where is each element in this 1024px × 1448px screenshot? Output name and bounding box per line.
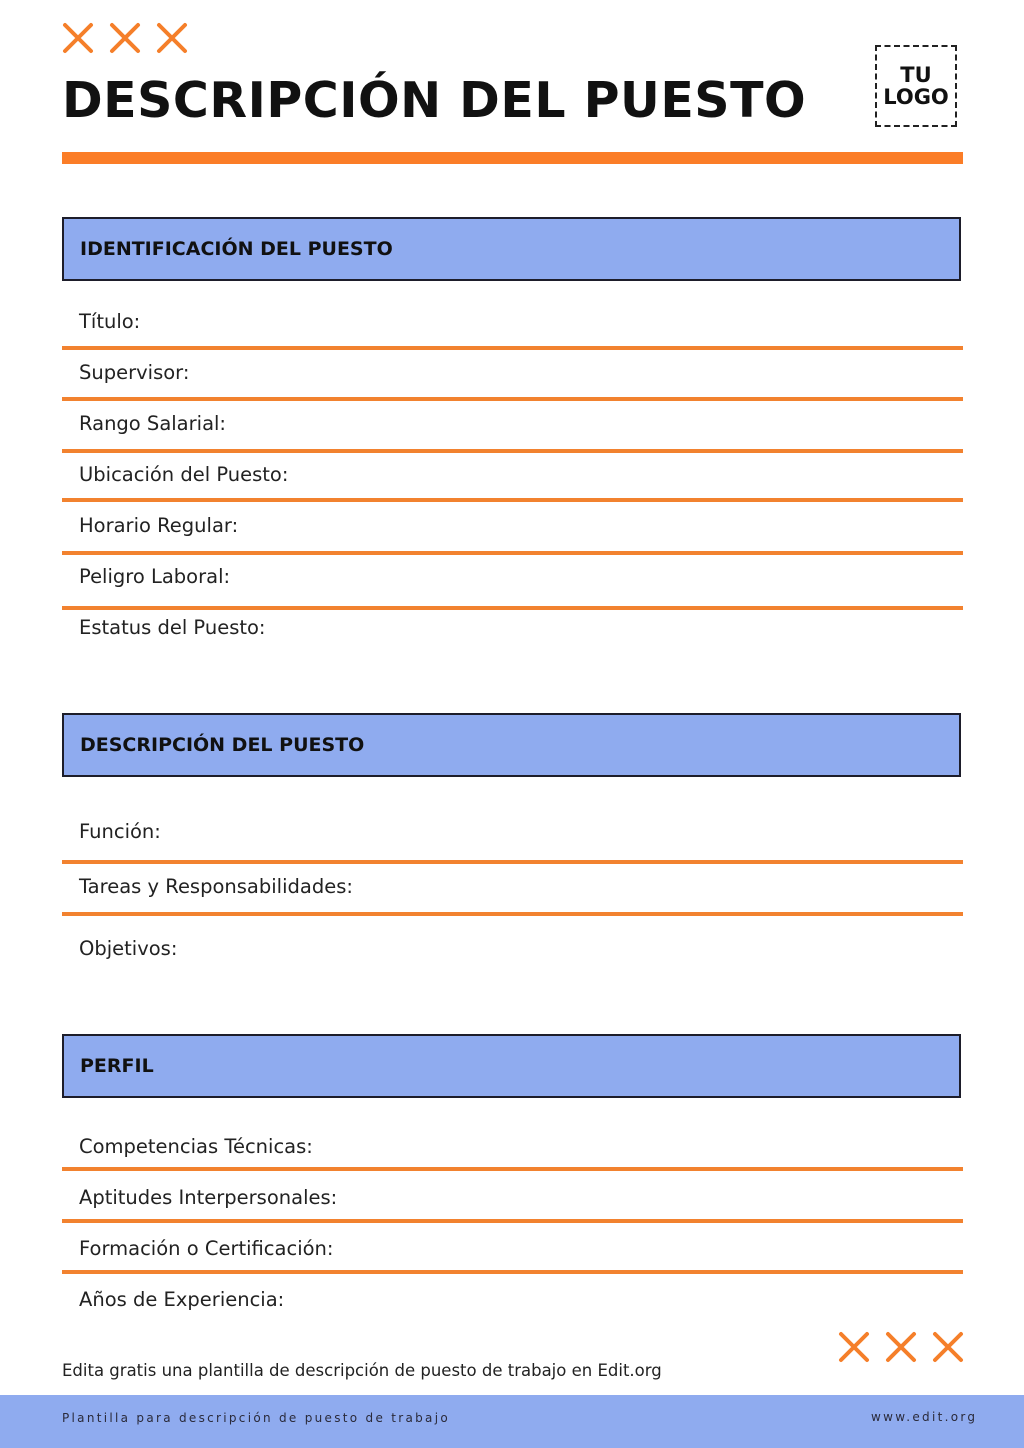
x-mark-icon: [930, 1329, 966, 1365]
x-mark-icon: [883, 1329, 919, 1365]
field-underline: [62, 397, 963, 401]
field-tareas[interactable]: Tareas y Responsabilidades:: [79, 875, 353, 898]
field-underline: [62, 912, 963, 916]
footer-website-link[interactable]: www.edit.org: [871, 1410, 978, 1424]
field-underline: [62, 860, 963, 864]
logo-line-2: LOGO: [883, 85, 949, 109]
section-heading-identificacion: IDENTIFICACIÓN DEL PUESTO: [62, 217, 961, 281]
logo-line-1: TU: [900, 63, 932, 87]
field-anos-experiencia[interactable]: Años de Experiencia:: [79, 1288, 285, 1311]
field-competencias[interactable]: Competencias Técnicas:: [79, 1135, 313, 1158]
section-heading-perfil: PERFIL: [62, 1034, 961, 1098]
x-mark-icon: [836, 1329, 872, 1365]
footer-template-label: Plantilla para descripción de puesto de trabajo: [62, 1411, 450, 1425]
field-supervisor[interactable]: Supervisor:: [79, 361, 190, 384]
field-underline: [62, 498, 963, 502]
field-underline: [62, 606, 963, 610]
field-underline: [62, 1270, 963, 1274]
section-heading-descripcion: DESCRIPCIÓN DEL PUESTO: [62, 713, 961, 777]
field-estatus[interactable]: Estatus del Puesto:: [79, 616, 266, 639]
field-titulo[interactable]: Título:: [79, 310, 141, 333]
footer-note: Edita gratis una plantilla de descripción de puesto de trabajo en Edit.org: [62, 1361, 662, 1380]
field-formacion[interactable]: Formación o Certificación:: [79, 1237, 334, 1260]
field-underline: [62, 449, 963, 453]
field-ubicacion[interactable]: Ubicación del Puesto:: [79, 463, 289, 486]
field-horario[interactable]: Horario Regular:: [79, 514, 239, 537]
field-underline: [62, 1167, 963, 1171]
page-title: DESCRIPCIÓN DEL PUESTO: [62, 72, 807, 129]
logo-placeholder[interactable]: [875, 45, 957, 127]
field-underline: [62, 346, 963, 350]
x-mark-icon: [60, 20, 96, 56]
decorative-x-marks-bottom: [836, 1329, 966, 1365]
decorative-x-marks-top: [60, 20, 190, 56]
field-funcion[interactable]: Función:: [79, 820, 161, 843]
field-peligro-laboral[interactable]: Peligro Laboral:: [79, 565, 231, 588]
field-underline: [62, 1219, 963, 1223]
field-rango-salarial[interactable]: Rango Salarial:: [79, 412, 227, 435]
field-objetivos[interactable]: Objetivos:: [79, 937, 178, 960]
field-aptitudes[interactable]: Aptitudes Interpersonales:: [79, 1186, 338, 1209]
header-divider: [62, 152, 963, 164]
x-mark-icon: [154, 20, 190, 56]
field-underline: [62, 551, 963, 555]
x-mark-icon: [107, 20, 143, 56]
